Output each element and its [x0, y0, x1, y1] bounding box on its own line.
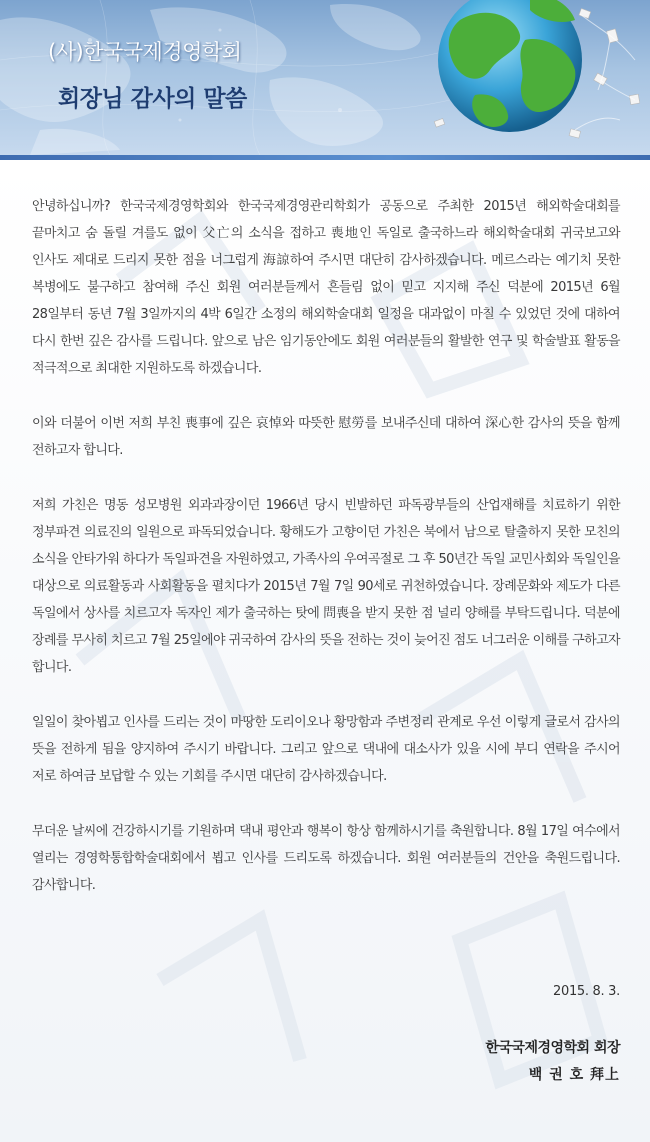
page-title: 회장님 감사의 말씀	[58, 86, 247, 112]
paragraph: 저희 가친은 명동 성모병원 외과과장이던 1966년 당시 빈발하던 파독광부들의 산업재해를 치료하기 위한 정부파견 의료진의 일원으로 파독되었습니다. 황해도가 고향이던 가친은 북에서 남으로 탈출하지 못한 모친의 소식을 안타가워 하다가 독일파견을 자원하였고, 가족사의 우여곡절로 그 후 50년간 독일 교민사회와 독일인을 대상으로 의료활동과 사회활동을 펼치다가 2015년 7월 7일 90세로 귀천하였습니다. 장례문화와 제도가 다른 독일에서 상사를 치르고자 독자인 제가 출국하는 탓에 問喪을 받지 못한 점 널리 양해를 부탁드립니다. 덕분에 장례를 무사히 치르고 7월 25일에야 귀국하여 감사의 뜻을 전하는 것이 늦어진 점도 너그러운 이해를 구하고자 합니다.	[32, 498, 620, 675]
page-header	[0, 0, 650, 155]
society-name: (사)한국국제경영학회	[48, 40, 242, 64]
paragraph: 이와 더불어 이번 저희 부친 喪事에 깊은 哀悼와 따뜻한 慰勞를 보내주신데 대하여 深心한 감사의 뜻을 함께 전하고자 합니다.	[32, 416, 620, 458]
letter-container	[0, 160, 650, 1142]
letter-body	[32, 193, 620, 927]
paragraph: 안녕하십니까? 한국국제경영학회와 한국국제경영관리학회가 공동으로 주최한 2015년 해외학술대회를 끝마치고 숨 돌릴 겨를도 없이 父亡의 소식을 접하고 喪地인 독일로 출국하느라 해외학술대회 귀국보고와 인사도 제대로 드리지 못한 점을 너그럽게 海諒하여 주시면 대단히 감사하겠습니다. 메르스라는 예기치 못한 복병에도 불구하고 참여해 주신 회원 여러분들께서 흔들림 없이 믿고 지지해 주신 덕분에 2015년 6월 28일부터 동년 7월 3일까지의 4박 6일간 소정의 해외학술대회 일정을 대과없이 마칠 수 있었던 것에 대하여 다시 한번 깊은 감사를 드립니다. 앞으로 남은 임기동안에도 회원 여러분들의 활발한 연구 및 학술발표 활동을 적극적으로 최대한 지원하도록 하겠습니다.	[32, 199, 620, 376]
signer-organization: 한국국제경영학회 회장	[485, 1040, 620, 1056]
letter-date: 2015. 8. 3.	[553, 984, 620, 999]
globe-icon	[430, 0, 650, 155]
paragraph: 무더운 날씨에 건강하시기를 기원하며 댁내 평안과 행복이 항상 함께하시기를 축원합니다. 8월 17일 여수에서 열리는 경영학통합학술대회에서 뵙고 인사를 드리도록 하겠습니다. 회원 여러분들의 건안을 축원드립니다. 감사합니다.	[32, 824, 620, 893]
signer-name: 백 권 호 拜上	[528, 1067, 620, 1083]
paragraph: 일일이 찾아뵙고 인사를 드리는 것이 마땅한 도리이오나 황망함과 주변정리 관계로 우선 이렇게 글로서 감사의 뜻을 전하게 됨을 양지하여 주시기 바랍니다. 그리고 앞으로 댁내에 대소사가 있을 시에 부디 연락을 주시어 저로 하여금 보답할 수 있는 기회를 주시면 대단히 감사하겠습니다.	[32, 715, 620, 784]
